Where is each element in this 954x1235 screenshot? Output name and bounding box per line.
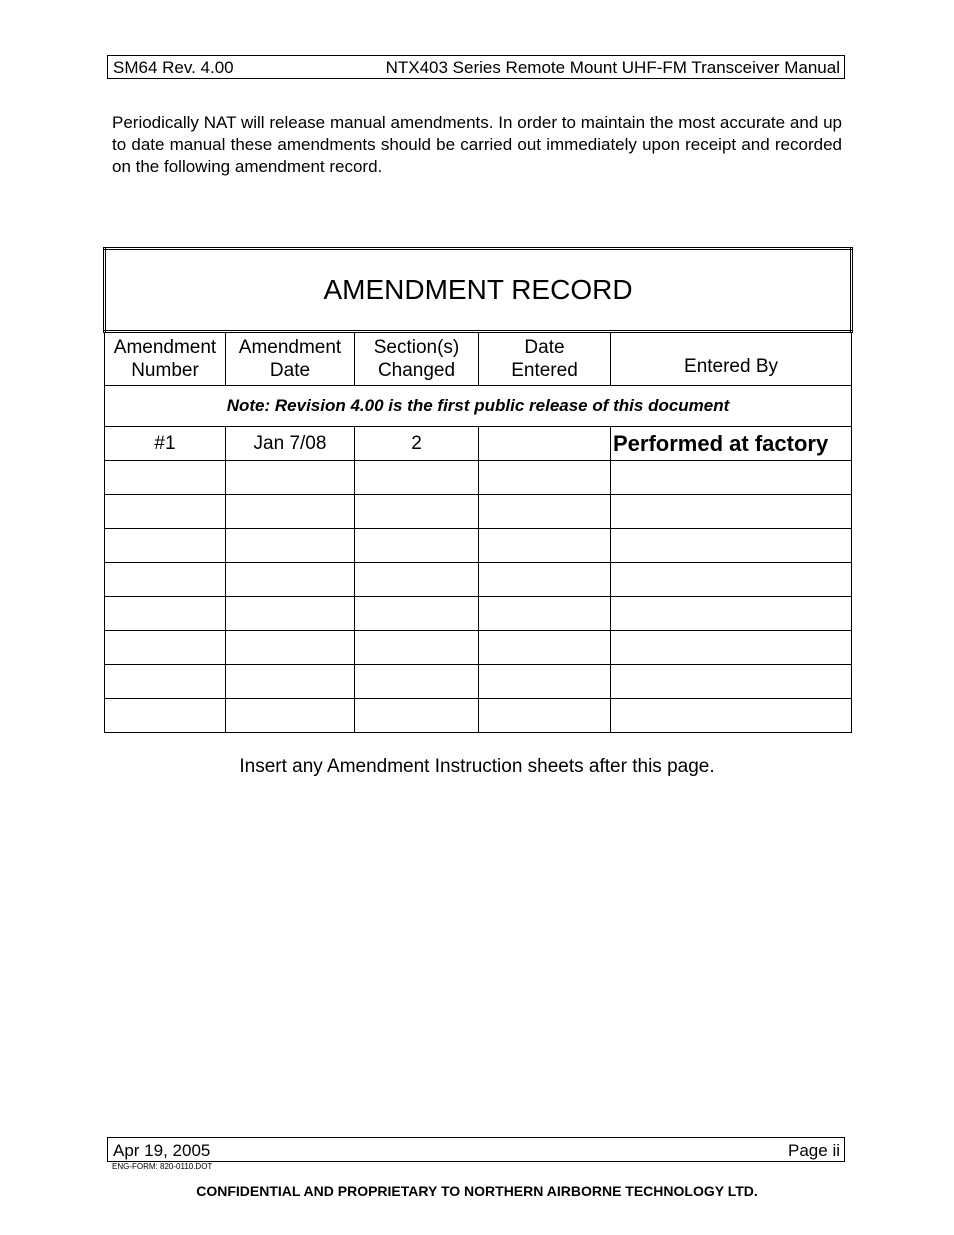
sections-changed-cell [355,495,479,529]
date-entered-cell [479,563,611,597]
amendment-date-cell [226,665,355,699]
page-header [107,55,845,79]
column-header-row [105,332,852,386]
column-header-line: Section(s) [373,337,460,358]
confidential-notice: CONFIDENTIAL AND PROPRIETARY TO NORTHERN AIRBORNE TECHNOLOGY LTD. [196,1183,758,1199]
entered-by-cell [611,665,852,699]
amendment-number-cell [105,699,226,733]
amendment-number-cell [105,495,226,529]
table-row [105,665,852,699]
amendment-date-cell [226,699,355,733]
amendment-number-cell [105,597,226,631]
table-row [105,529,852,563]
page-number: Page ii [788,1141,840,1160]
table-row [105,631,852,665]
intro-paragraph: Periodically NAT will release manual amendments. In order to maintain the most accurate and up to date manual these amendments should be carried out immediately upon receipt and recorded on the following amendment record. [112,113,842,176]
doc-id: SM64 Rev. 4.00 [113,58,234,77]
date-entered-cell [479,665,611,699]
column-header-line: Number [131,360,199,381]
column-header-line: Amendment [113,337,217,358]
date-entered-cell [479,529,611,563]
column-header-amendment-date [226,332,355,386]
amendment-date-cell [226,529,355,563]
entered-by-cell [611,495,852,529]
entered-by-cell [611,699,852,733]
sections-changed-cell [355,461,479,495]
entered-by-cell: Performed at factory [611,427,852,461]
table-row [105,495,852,529]
table-row [105,597,852,631]
amendment-number-cell [105,529,226,563]
column-header-line: Date [524,337,565,358]
amendment-date-cell [226,597,355,631]
column-header-date-entered [479,332,611,386]
insert-instruction: Insert any Amendment Instruction sheets after this page. [239,756,715,777]
table-row [105,461,852,495]
amendment-date-cell [226,631,355,665]
table-row [105,427,852,461]
column-header-line: Amendment [238,337,342,358]
amendment-record-table [103,247,853,733]
entered-by-cell [611,529,852,563]
table-row [105,563,852,597]
sections-changed-cell [355,529,479,563]
entered-by-cell [611,631,852,665]
sections-changed-cell [355,665,479,699]
revision-note: Note: Revision 4.00 is the first public release of this document [105,386,852,427]
column-header-line: Entered [511,360,578,381]
amendment-number-cell [105,563,226,597]
amendment-date-cell [226,461,355,495]
amendment-date-cell [226,563,355,597]
sections-changed-cell [355,631,479,665]
table-row [105,699,852,733]
column-header-amendment-number [105,332,226,386]
amendment-number-cell: #1 [105,427,226,461]
footer-date: Apr 19, 2005 [113,1141,211,1160]
amendment-number-cell [105,461,226,495]
page-footer [107,1137,845,1162]
date-entered-cell [479,495,611,529]
column-header-line: Entered By [684,355,779,377]
column-header-sections-changed [355,332,479,386]
entered-by-cell [611,461,852,495]
entered-by-cell [611,563,852,597]
table-title: AMENDMENT RECORD [105,249,852,332]
date-entered-cell [479,597,611,631]
date-entered-cell [479,631,611,665]
amendment-date-cell [226,495,355,529]
date-entered-cell [479,461,611,495]
sections-changed-cell: 2 [355,427,479,461]
sections-changed-cell [355,699,479,733]
column-header-line: Date [269,360,311,381]
form-id: ENG-FORM: 820-0110.DOT [112,1162,213,1171]
entered-by-cell [611,597,852,631]
sections-changed-cell [355,563,479,597]
amendment-date-cell: Jan 7/08 [226,427,355,461]
amendment-number-cell [105,631,226,665]
date-entered-cell [479,699,611,733]
sections-changed-cell [355,597,479,631]
amendment-number-cell [105,665,226,699]
date-entered-cell [479,427,611,461]
doc-title: NTX403 Series Remote Mount UHF-FM Transceiver Manual [385,58,840,77]
column-header-entered-by [611,332,852,386]
column-header-line: Changed [377,360,456,381]
